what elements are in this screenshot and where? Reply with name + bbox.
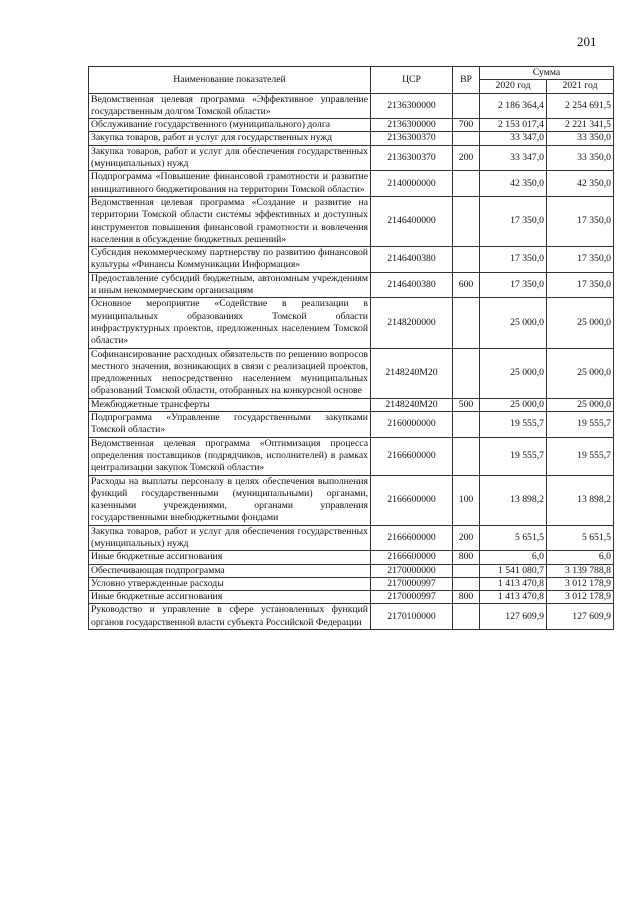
row-csr: 2170000997 <box>371 591 453 604</box>
table-row <box>89 551 614 564</box>
row-csr: 2136300000 <box>371 119 453 132</box>
header-name: Наименование показателей <box>89 67 371 94</box>
row-name: Подпрограмма «Управление государственными закупками Томской области» <box>89 412 371 438</box>
row-2020: 19 555,7 <box>480 437 547 475</box>
row-name: Основное мероприятие «Содействие в реализации в муниципальных образованиях Томской области инфраструктурных проектов, предложенных населением Томской области» <box>89 298 371 348</box>
row-vr <box>453 604 480 630</box>
row-2020: 127 609,9 <box>480 604 547 630</box>
row-csr: 2146400380 <box>371 247 453 273</box>
row-csr: 2148240М20 <box>371 348 453 398</box>
row-vr <box>453 171 480 197</box>
row-vr <box>453 298 480 348</box>
table-row <box>89 93 614 119</box>
row-name: Подпрограмма «Повышение финансовой грамотности и развитие инициативного бюджетирования на территории Томской области» <box>89 171 371 197</box>
table-row <box>89 398 614 411</box>
row-name: Предоставление субсидий бюджетным, автономным учреждениям и иным некоммерческим организациям <box>89 272 371 298</box>
row-2020: 2 153 017,4 <box>480 119 547 132</box>
table-row <box>89 564 614 577</box>
row-csr: 2146400000 <box>371 196 453 246</box>
row-name: Софинансирование расходных обязательств по решению вопросов местного значения, возникающих в связи с реализацией проектов, предложенных непосредственно населением муниципальных образований Томской области, отобранных на конкурсной основе <box>89 348 371 398</box>
row-2020: 1 413 470,8 <box>480 577 547 590</box>
row-name: Ведомственная целевая программа «Эффективное управление государственным долгом Томской области» <box>89 93 371 119</box>
row-2020: 33 347,0 <box>480 132 547 145</box>
row-2020: 25 000,0 <box>480 298 547 348</box>
row-2021: 25 000,0 <box>547 348 614 398</box>
row-name: Условно утвержденные расходы <box>89 577 371 590</box>
row-2021: 17 350,0 <box>547 272 614 298</box>
row-2021: 19 555,7 <box>547 437 614 475</box>
row-2020: 17 350,0 <box>480 247 547 273</box>
row-csr: 2166600000 <box>371 525 453 551</box>
row-2020: 25 000,0 <box>480 348 547 398</box>
row-2021: 3 139 788,8 <box>547 564 614 577</box>
row-name: Ведомственная целевая программа «Создание и развитие на территории Томской области системы эффективных и доступных инструментов повышения финансовой грамотности и вовлечения населения в обсуждение бюджетных решений» <box>89 196 371 246</box>
row-2020: 13 898,2 <box>480 475 547 525</box>
row-csr: 2140000000 <box>371 171 453 197</box>
row-2021: 17 350,0 <box>547 247 614 273</box>
row-name: Иные бюджетные ассигнования <box>89 551 371 564</box>
row-csr: 2136300370 <box>371 132 453 145</box>
row-2020: 2 186 364,4 <box>480 93 547 119</box>
row-vr <box>453 437 480 475</box>
row-2020: 25 000,0 <box>480 398 547 411</box>
table-row <box>89 348 614 398</box>
row-name: Субсидия некоммерческому партнерству по развитию финансовой культуры «Финансы Коммуникации Информация» <box>89 247 371 273</box>
row-vr: 700 <box>453 119 480 132</box>
row-csr: 2136300370 <box>371 145 453 171</box>
row-name: Обслуживание государственного (муниципального) долга <box>89 119 371 132</box>
table-row <box>89 412 614 438</box>
row-2021: 19 555,7 <box>547 412 614 438</box>
row-2021: 2 221 341,5 <box>547 119 614 132</box>
row-vr <box>453 348 480 398</box>
row-2021: 25 000,0 <box>547 298 614 348</box>
header-vr: ВР <box>453 67 480 94</box>
table-row <box>89 577 614 590</box>
budget-table <box>88 66 614 630</box>
table-row <box>89 171 614 197</box>
row-csr: 2160000000 <box>371 412 453 438</box>
row-2020: 33 347,0 <box>480 145 547 171</box>
table-row <box>89 591 614 604</box>
row-name: Обеспечивающая подпрограмма <box>89 564 371 577</box>
row-2021: 3 012 178,9 <box>547 577 614 590</box>
header-csr: ЦСР <box>371 67 453 94</box>
row-2020: 17 350,0 <box>480 272 547 298</box>
row-vr: 800 <box>453 551 480 564</box>
row-2021: 127 609,9 <box>547 604 614 630</box>
row-2021: 13 898,2 <box>547 475 614 525</box>
row-2020: 1 413 470,8 <box>480 591 547 604</box>
row-2021: 33 350,0 <box>547 145 614 171</box>
row-vr <box>453 577 480 590</box>
row-vr <box>453 247 480 273</box>
row-csr: 2148240М20 <box>371 398 453 411</box>
header-year-2020: 2020 год <box>480 80 547 93</box>
row-2021: 3 012 178,9 <box>547 591 614 604</box>
row-name: Ведомственная целевая программа «Оптимизация процесса определения поставщиков (подрядчиков, исполнителей) в рамках централизации закупок Томской области» <box>89 437 371 475</box>
table-row <box>89 119 614 132</box>
header-year-2021: 2021 год <box>547 80 614 93</box>
row-csr: 2136300000 <box>371 93 453 119</box>
page-number: 201 <box>577 34 597 49</box>
row-2020: 1 541 080,7 <box>480 564 547 577</box>
row-vr: 800 <box>453 591 480 604</box>
row-csr: 2170000000 <box>371 564 453 577</box>
row-name: Закупка товаров, работ и услуг для обеспечения государственных (муниципальных) нужд <box>89 525 371 551</box>
row-csr: 2166600000 <box>371 437 453 475</box>
table-row <box>89 298 614 348</box>
row-2020: 42 350,0 <box>480 171 547 197</box>
table-row <box>89 196 614 246</box>
table-row <box>89 272 614 298</box>
row-csr: 2170100000 <box>371 604 453 630</box>
row-vr: 600 <box>453 272 480 298</box>
row-name: Закупка товаров, работ и услуг для обеспечения государственных (муниципальных) нужд <box>89 145 371 171</box>
row-2021: 42 350,0 <box>547 171 614 197</box>
table-row <box>89 525 614 551</box>
row-2021: 25 000,0 <box>547 398 614 411</box>
row-csr: 2148200000 <box>371 298 453 348</box>
table-row <box>89 437 614 475</box>
row-csr: 2170000997 <box>371 577 453 590</box>
row-vr <box>453 564 480 577</box>
row-vr <box>453 412 480 438</box>
table-row <box>89 604 614 630</box>
row-vr: 200 <box>453 145 480 171</box>
row-vr <box>453 196 480 246</box>
row-2020: 17 350,0 <box>480 196 547 246</box>
table-header <box>89 67 614 94</box>
row-2020: 5 651,5 <box>480 525 547 551</box>
row-2020: 19 555,7 <box>480 412 547 438</box>
row-vr <box>453 93 480 119</box>
row-vr: 100 <box>453 475 480 525</box>
row-name: Межбюджетные трансферты <box>89 398 371 411</box>
row-vr <box>453 132 480 145</box>
header-sum: Сумма <box>480 67 614 80</box>
table-row <box>89 247 614 273</box>
row-name: Иные бюджетные ассигнования <box>89 591 371 604</box>
row-2021: 33 350,0 <box>547 132 614 145</box>
row-2021: 17 350,0 <box>547 196 614 246</box>
row-2021: 2 254 691,5 <box>547 93 614 119</box>
table-row <box>89 475 614 525</box>
row-name: Руководство и управление в сфере установленных функций органов государственной власти субъекта Российской Федерации <box>89 604 371 630</box>
row-vr: 500 <box>453 398 480 411</box>
row-csr: 2166600000 <box>371 551 453 564</box>
row-vr: 200 <box>453 525 480 551</box>
row-csr: 2146400380 <box>371 272 453 298</box>
table-row <box>89 145 614 171</box>
table-row <box>89 132 614 145</box>
row-csr: 2166600000 <box>371 475 453 525</box>
row-2020: 6,0 <box>480 551 547 564</box>
row-2021: 5 651,5 <box>547 525 614 551</box>
row-name: Закупка товаров, работ и услуг для государственных нужд <box>89 132 371 145</box>
row-name: Расходы на выплаты персоналу в целях обеспечения выполнения функций государственными (муниципальными) органами, казенными учреждениями, органами управления государственными внебюджетными фондами <box>89 475 371 525</box>
row-2021: 6,0 <box>547 551 614 564</box>
